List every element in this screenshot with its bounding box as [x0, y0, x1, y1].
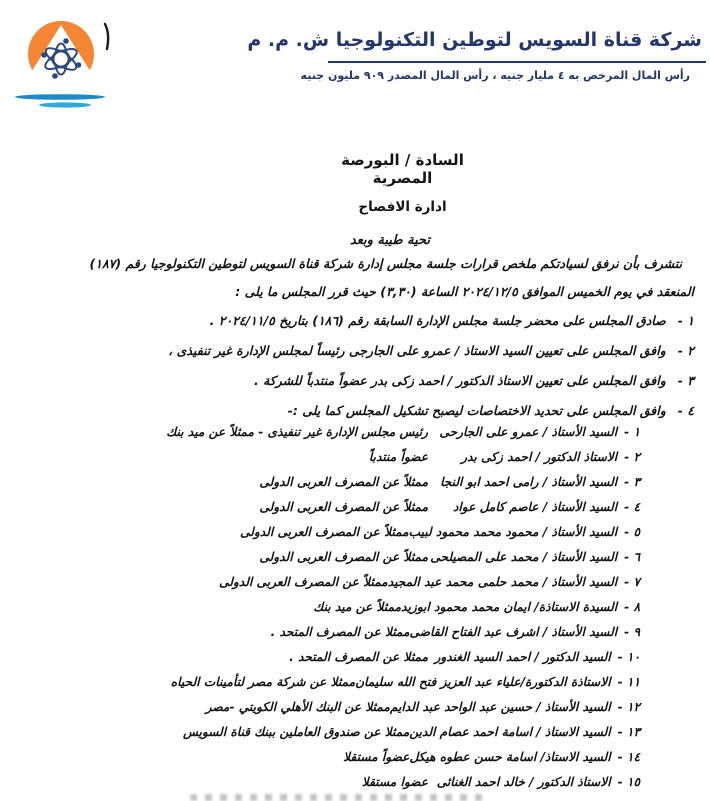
header-divider	[328, 61, 706, 63]
decision-text: وافق المجلس على تعيين الاستاذ الدكتور / احمد زكى بدر عضواً منتدباً للشركة .	[253, 373, 666, 388]
member-number: ٦ -	[624, 550, 640, 564]
member-name-cell	[428, 470, 640, 495]
decisions-list	[8, 306, 694, 426]
member-name-cell	[428, 545, 640, 570]
decision-number: ٣ -	[677, 373, 694, 388]
member-role-cell: ممثلا عن المصرف المتحد .	[270, 625, 410, 639]
board-member-row	[0, 545, 640, 570]
member-name: السيدة الاستاذة/ ايمان محمد محمود ابوزيد	[401, 600, 618, 614]
member-name: السيد الأستاذ / محمود محمد محمود لبيب	[408, 525, 618, 539]
capital-line: رأس المال المرخص به ٤ مليار جنيه ، رأس المال المصدر ٩٠٩ مليون جنيه	[300, 69, 690, 82]
member-name: السيد الاستاذ / اسامة احمد عصام الدين	[409, 725, 611, 739]
pen-mark-icon	[105, 24, 108, 49]
water-line-bottom	[39, 102, 91, 107]
member-role-cell: ممثلاً عن المصرف العربى الدولى	[259, 500, 428, 514]
decision-text: وافق المجلس على تحديد الاختصاصات ليصبح تشكيل المجلس كما يلى :-	[287, 403, 666, 418]
member-number: ١٢ -	[617, 700, 640, 714]
member-role-cell: ممثلا عن صندوق العاملين ببنك قناة السويس	[182, 725, 410, 739]
member-role-cell: ممثلاً عن المصرف العربى الدولى	[219, 575, 388, 589]
member-name: السيد الدكتور / احمد السيد الغندور	[434, 650, 611, 664]
cropped-next-line	[190, 794, 490, 801]
decision-number: ٢ -	[677, 343, 694, 358]
member-name-cell	[409, 745, 640, 770]
board-member-row	[0, 620, 640, 645]
member-number: ٨ -	[624, 600, 640, 614]
member-name: الاستاذ الدكتور / احمد زكى بدر	[461, 450, 618, 464]
board-member-row	[0, 770, 640, 795]
decision-number: ٤ -	[677, 403, 694, 418]
member-name: السيد الأستاذ / عاصم كامل عواد	[452, 500, 618, 514]
board-member-row	[0, 495, 640, 520]
member-name-cell	[355, 670, 640, 695]
member-number: ٥ -	[624, 525, 640, 539]
member-number: ١٥ -	[617, 775, 640, 789]
member-number: ٧ -	[624, 575, 640, 589]
board-member-row	[0, 570, 640, 595]
member-role-cell: رئيس مجلس الإدارة غير تنفيذى - ممثلاً عن ميد بنك	[166, 425, 428, 439]
intro-line-2: المنعقد في يوم الخميس الموافق ٢٠٢٤/١٢/٥ الساعة (٣,٣٠) حيث قرر المجلس ما يلى :	[235, 284, 694, 299]
member-number: ٤ -	[624, 500, 640, 514]
member-name: السيد الأستاذ / اشرف عبد الفتاح القاضى	[409, 625, 618, 639]
greeting-line: تحية طيبة وبعد	[349, 233, 430, 248]
member-number: ١٣ -	[617, 725, 640, 739]
board-member-row	[0, 470, 640, 495]
decision-text: صادق المجلس على محضر جلسة مجلس الإدارة السابقة رقم (١٨٦) بتاريخ ٢٠٢٤/١١/٥ .	[209, 313, 666, 328]
member-number: ٢ -	[624, 450, 640, 464]
decision-item	[8, 306, 694, 336]
member-name: السيد الأستاذ / عمرو على الجارحى	[439, 425, 618, 439]
member-number: ١١ -	[617, 675, 640, 689]
member-role-cell: ممثلا عن البنك الأهلي الكويتي -مصر	[205, 700, 390, 714]
decision-number: ١ -	[677, 313, 694, 328]
board-member-row	[0, 520, 640, 545]
member-name: الاستاذ الدكتور / خالد احمد الغنائى	[436, 775, 611, 789]
member-number: ١ -	[624, 425, 640, 439]
decision-item	[8, 336, 694, 366]
board-member-row	[0, 695, 640, 720]
member-name-cell	[401, 595, 640, 620]
member-name: السيد الاستاذ/ اسامة حسن عطوه هيكل	[409, 750, 611, 764]
board-member-row	[0, 670, 640, 695]
intro-line-1: نتشرف بأن نرفق لسيادتكم ملخص قرارات جلسة مجلس إدارة شركة قناة السويس لتوطين التكنولوجيا رقم (١٨٧)	[89, 256, 682, 271]
board-member-row	[0, 445, 640, 470]
addressee-department: ادارة الافصاح	[358, 199, 447, 215]
member-name-cell	[388, 570, 640, 595]
board-member-row	[0, 745, 640, 770]
member-name-cell	[428, 770, 640, 795]
member-role-cell: عضواً مستقلا	[343, 750, 410, 764]
member-name-cell	[428, 445, 640, 470]
member-role-cell: عضوا مستقلا	[361, 775, 428, 789]
board-member-row	[0, 595, 640, 620]
board-member-row	[0, 645, 640, 670]
water-line-top	[15, 94, 105, 100]
member-role-cell: ممثلا عن المصرف المتحد .	[289, 650, 428, 664]
member-number: ٣ -	[624, 475, 640, 489]
member-role-cell: ممثلاً عن المصرف العربى الدولى	[259, 550, 428, 564]
member-role-cell: ممثلاً عن المصرف العربى الدولى	[259, 475, 428, 489]
member-name-cell	[428, 420, 640, 445]
company-name: شركة قناة السويس لتوطين التكنولوجيا ش. م. م	[247, 29, 702, 51]
company-logo-icon	[10, 14, 132, 116]
member-number: ٩ -	[624, 625, 640, 639]
member-name: السيد الأستاذ / حسين عبد الواحد عبد الدايم	[389, 700, 611, 714]
member-number: ١٤ -	[617, 750, 640, 764]
addressee-name: السادة / البورصة المصرية	[341, 151, 464, 187]
member-number: ١٠ -	[617, 650, 640, 664]
member-role-cell: عضواً منتدباً	[368, 450, 428, 464]
board-members-list	[0, 420, 640, 795]
member-name: السيد الأستاذ / رامى احمد ابو النجا	[440, 475, 618, 489]
member-name: الاستاذة الدكتورة/علياء عبد العزيز فتح الله سليمان	[355, 675, 611, 689]
member-role-cell: ممثلا عن شركة مصر لتأمينات الحياه	[170, 675, 356, 689]
member-name: السيد الأستاذ / محمد على المصيلحى	[430, 550, 618, 564]
member-name-cell	[428, 495, 640, 520]
board-member-row	[0, 720, 640, 745]
member-name-cell	[409, 720, 640, 745]
intro-paragraph	[8, 250, 694, 306]
decision-text: وافق المجلس على تعيين السيد الاستاذ / عمرو على الجارجى رئيساً لمجلس الإدارة غير تنفيذى ،	[168, 343, 666, 358]
member-name-cell	[428, 645, 640, 670]
board-member-row	[0, 420, 640, 445]
member-role-cell: ممثلاً عن المصرف العربى الدولى	[239, 525, 409, 539]
decision-item	[8, 366, 694, 396]
member-name-cell	[410, 620, 641, 645]
member-role-cell: ممثلاً عن ميد بنك	[313, 600, 402, 614]
addressee-block	[310, 151, 495, 215]
member-name: السيد الأستاذ / محمد حلمى محمد عبد المجيد	[387, 575, 618, 589]
member-name-cell	[390, 695, 640, 720]
member-name-cell	[409, 520, 640, 545]
